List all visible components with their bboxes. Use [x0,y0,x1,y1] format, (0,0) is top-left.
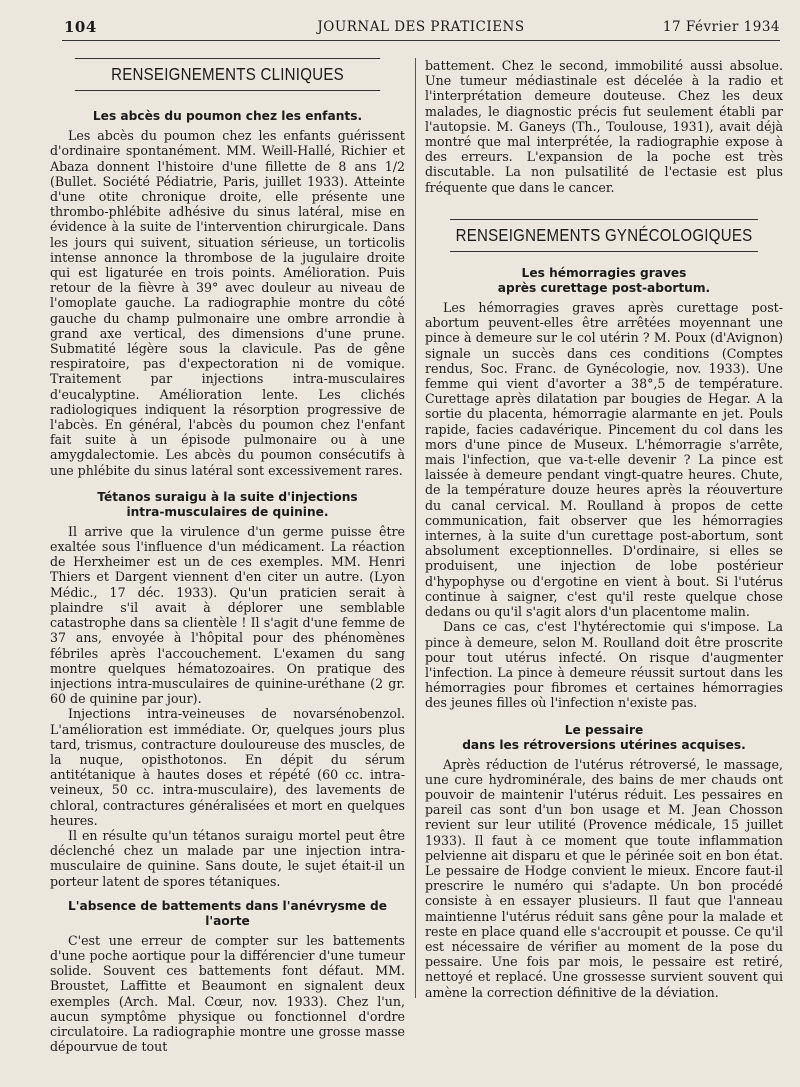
page-number: 104 [64,18,97,36]
article-paragraph: Dans ce cas, c'est l'hytérectomie qui s'impose. La pince à demeure, selon M. Roulland doit être proscrite pour tout utérus infecté. On risque d'augmenter l'infection. La pince à demeure réussit surtout dans les hémorragies pour fibromes et certaines hémorragies des jeunes filles où l'infection n'existe pas. [425,619,783,711]
article-paragraph: Les hémorragies graves après curettage post-abortum peuvent-elles être arrêtées moyennant une pince à demeure sur le col utérin ? M. Poux (d'Avignon) signale un succès dans ces conditions (Comptes rendus, Soc. Franc. de Gynécologie, nov. 1933). Une femme qui vient d'avorter a 38°,5 de température. Curettage après dilatation par bougies de Hegar. A la sortie du placenta, hémorragie alarmante en jet. Pouls rapide, facies cadavérique. Pincement du col dans les mors d'une pince de Museux. L'hémorragie s'arrête, mais l'infection, que va-t-elle devenir ? La pince est laissée à demeure pendant vingt-quatre heures. Chute, de la température douze heures après la réouverture du canal cervical. M. Roulland à propos de cette communication, fait observer que les hémorragies internes, à la suite d'un curettage post-abortum, sont absolument exceptionnelles. D'ordinaire, si elles se produisent, une injection de lobe postérieur d'hypophyse ou d'ergotine en vient à bout. Si l'utérus continue à saigner, c'est qu'il reste quelque chose dedans ou qu'il s'agit alors d'un placentome malin. [425,300,783,620]
title-line: Les hémorragies graves [521,266,687,281]
article-title-lung-abscess: Les abcès du poumon chez les enfants. [92,109,363,124]
issue-date: 17 Février 1934 [662,19,780,35]
title-line: Tétanos suraigu à la suite d'injections [97,489,358,504]
running-head [62,14,780,41]
column-divider [415,58,416,998]
article-paragraph: Après réduction de l'utérus rétroversé, le massage, une cure hydrominérale, des bains de mer chauds ont pouvoir de maintenir l'utérus réduit. Les pessaires en pareil cas sont d'un bon usage et M. Jean Chosson revient sur leur utilité (Provence médicale, 15 juillet 1933). Il faut à ce moment que toute inflammation pelvienne ait disparu et que le périnée soit en bon état. Le pessaire de Hodge convient le mieux. Encore faut-il prescrire le numéro qui s'adapte. Un bon procédé consiste à en essayer plusieurs. Il faut que l'anneau maintienne l'utérus réduit sans gêne pour la malade et reste en place quand elle s'accroupit et pousse. Ce qu'il est nécessaire de vérifier au moment de la pose du pessaire. Une fois par mois, le pessaire est retiré, nettoyé et replacé. Une grossesse survient souvent qui amène la correction définitive de la déviation. [425,756,783,1000]
article-title-pessary [425,723,783,753]
title-line: dans les rétroversions utérines acquises. [462,737,746,752]
article-title-tetanus [50,490,405,520]
article-paragraph: Les abcès du poumon chez les enfants guérissent d'ordinaire spontanément. MM. Weill-Hallé, Richier et Abaza donnent l'histoire d'une fillette de 8 ans 1/2 (Bullet. Société Pédiatrie, Paris, juillet 1933). Atteinte d'une otite chronique droite, elle présente une thrombo-phlébite adhésive du sinus latéral, mise en évidence à la suite de l'intervention chirurgicale. Dans les jours qui suivent, situation sérieuse, un torticolis intense annonce la thrombose de la jugulaire droite qui est ligaturée en trois points. Amélioration. Puis retour de la fièvre à 39° avec douleur au niveau de l'omoplate gauche. La radiographie montre du côté gauche du champ pulmonaire une ombre arrondie à grand axe vertical, des dimensions d'une prune. Submatité légère sous la clavicule. Pas de gêne respiratoire, pas d'expectoration ni de vomique. Traitement par injections intra-musculaires d'eucalyptine. Amélioration lente. Les clichés radiologiques indiquent la résorption progressive de l'abcès. En général, l'abcès du poumon chez l'enfant fait suite à un épisode pulmonaire ou à une amygdalectomie. Les abcès du poumon consécutifs à une phlébite du sinus latéral sont excessivement rares. [50,128,405,478]
article-title-hemorrhages [425,266,783,296]
article-paragraph: Injections intra-veineuses de novarsénobenzol. L'amélioration est immédiate. Or, quelques jours plus tard, trismus, contracture douloureuse des muscles, de la nuque, opisthotonos. En dépit du sérum antitétanique à hautes doses et répété (60 cc. intra-veineux, 50 cc. intra-musculaire), des lavements de chloral, contractures généralisées et mort en quelques heures. [50,706,405,828]
title-line: après curettage post-abortum. [497,281,711,296]
right-column [425,58,783,1000]
title-line: intra-musculaires de quinine. [126,504,329,519]
section-heading-gynecological: RENSEIGNEMENTS GYNÉCOLOGIQUES [450,219,758,252]
article-title-aneurysm: L'absence de battements dans l'anévrysme de l'aorte [68,898,387,928]
journal-title: JOURNAL DES PRATICIENS [317,19,525,35]
title-line: Le pessaire [564,722,644,737]
article-paragraph: Il arrive que la virulence d'un germe puisse être exaltée sous l'influence d'un médicament. La réaction de Herxheimer est un de ces exemples. MM. Henri Thiers et Dargent viennent d'en citer un autre. (Lyon Médic., 17 déc. 1933). Qu'un praticien serait à plaindre s'il avait à déplorer une semblable catastrophe dans sa clientèle ! Il s'agit d'une femme de 37 ans, envoyée à l'hôpital pour des phénomènes fébriles après l'accouchement. L'examen du sang montre quelques hématozoaires. On pratique des injections intra-musculaires de quinine-uréthane (2 gr. 60 de quinine par jour). [50,523,405,707]
section-heading-clinical: RENSEIGNEMENTS CLINIQUES [75,58,380,91]
article-continuation: battement. Chez le second, immobilité aussi absolue. Une tumeur médiastinale est décelée à la radio et l'interprétation demeure douteuse. Chez les deux malades, le diagnostic précis fut seulement établi par l'autopsie. M. Ganeys (Th., Toulouse, 1931), avait déjà montré que mal interprétée, la radiographie expose à des erreurs. L'expansion de la poche est très discutable. La non pulsatilité de l'ectasie est plus fréquente que dans le cancer. [425,58,783,195]
article-paragraph: C'est une erreur de compter sur les battements d'une poche aortique pour la différencier d'une tumeur solide. Souvent ces battements font défaut. MM. Broustet, Laffitte et Beaumont en signalent deux exemples (Arch. Mal. Cœur, nov. 1933). Chez l'un, aucun symptôme physique ou fonctionnel d'ordre circulatoire. La radiographie montre une grosse masse dépourvue de tout [50,932,405,1055]
left-column [50,58,405,1054]
article-paragraph: Il en résulte qu'un tétanos suraigu mortel peut être déclenché chez un malade par une injection intra-musculaire de quinine. Sans doute, le sujet était-il un porteur latent de spores tétaniques. [50,827,405,889]
